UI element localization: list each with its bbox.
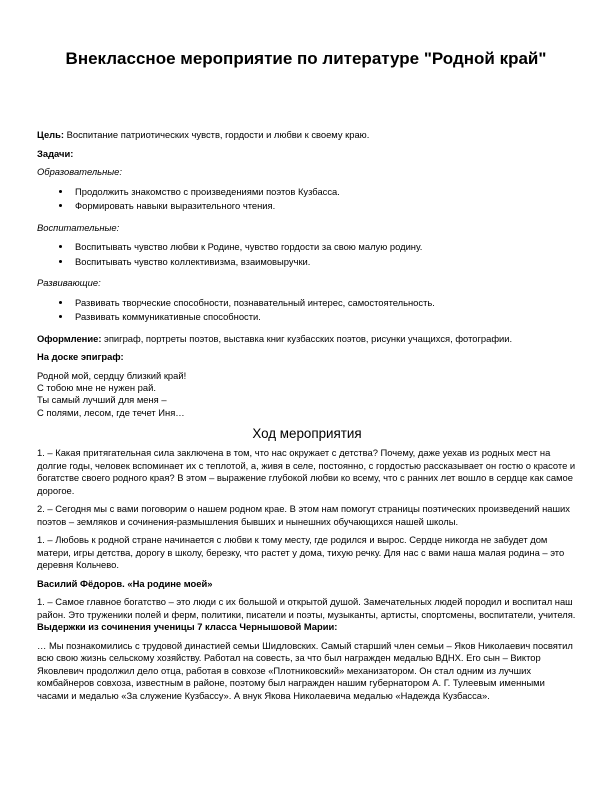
epigraph-line: С тобою мне не нужен рай. bbox=[37, 381, 156, 393]
list-item: • Воспитывать чувство любви к Родине, чувство гордости за свою малую родину. bbox=[72, 241, 577, 254]
poem-heading: Василий Фёдоров. «На родине моей» bbox=[37, 577, 213, 589]
goal-label: Цель: bbox=[37, 129, 65, 140]
section-heading-upbringing: Воспитательные: bbox=[37, 221, 120, 233]
list-item: • Развивать коммуникативные способности. bbox=[72, 311, 577, 324]
closing-paragraph: … Мы познакомились с трудовой династией семьи Шидловских. Самый старший член семьи – Яков Николаевич посвятил всю свою жизнь сельскому хозяйству. Работал на совесть, за что был награжден медалью ВДНХ. Его сын – Виктор Яковлевич продолжил дело отца, работая в совхозе «Плотниковский» механизатором. Он стал одним из лучших комбайнеров совхоза, известным в районе, поэтому был награжден нашим губернатором А. Г. Тулеевым именными часами и медалью «За служение Кузбассу». А внук Якова Николаевича медалью «Надежда Кузбасса». bbox=[37, 639, 573, 701]
section-heading-developing: Развивающие: bbox=[37, 277, 101, 288]
list-developing bbox=[37, 297, 577, 324]
document-title: Внеклассное мероприятие по литературе "Родной край" bbox=[65, 49, 547, 68]
list-educational bbox=[37, 186, 577, 213]
list-item: • Развивать творческие способности, познавательный интерес, самостоятельность. bbox=[72, 297, 577, 310]
wealth-paragraph bbox=[37, 596, 577, 634]
goal-text: Воспитание патриотических чувств, гордости и любви к своему краю. bbox=[64, 129, 370, 140]
list-upbringing bbox=[37, 241, 577, 268]
tasks-label: Задачи: bbox=[37, 147, 74, 159]
list-item: • Продолжить знакомство с произведениями поэтов Кузбасса. bbox=[72, 186, 577, 199]
list-item: • Формировать навыки выразительного чтения. bbox=[72, 200, 577, 213]
goal-paragraph bbox=[37, 129, 577, 142]
paragraph: 1. – Любовь к родной стране начинается с любви к тому месту, где родился и вырос. Сердце никогда не забудет дом матери, игры детства, дорогу в школу, березку, что растет у дома, тихую речку. Для нас с вами наша малая родина – это деревня Кольчево. bbox=[37, 534, 565, 571]
epigraph-label: На доске эпиграф: bbox=[37, 351, 124, 362]
decor-label: Оформление: bbox=[37, 332, 102, 344]
list-item: • Воспитывать чувство коллективизма, взаимовыручки. bbox=[72, 256, 577, 269]
paragraph: 1. – Какая притягательная сила заключена в том, что нас окружает с детства? Почему, даже уехав из родных мест на долгие годы, человек вспоминает их с теплотой, а, живя в селе, постоянно, с гордостью рассказывает он гостю о красоте и богатстве своего родного края? В этом – выражение глубокой любви ко всему, что с ранних лет вошло в сердце как самое дорогое. bbox=[37, 447, 576, 496]
document-body bbox=[37, 129, 577, 708]
epigraph-line: С полями, лесом, где течет Иня… bbox=[37, 406, 185, 418]
paragraph: 2. – Сегодня мы с вами поговорим о нашем родном крае. В этом нам помогут страницы поэтических произведений наших поэтов – земляков и сочинения-размышления бывших и нынешних обучающихся нашей школы. bbox=[37, 503, 570, 527]
section-heading-educational: Образовательные: bbox=[37, 166, 122, 177]
epigraph-line: Родной мой, сердцу близкий край! bbox=[37, 369, 187, 381]
essay-heading: Выдержки из сочинения ученицы 7 класса Чернышовой Марии: bbox=[37, 621, 338, 633]
course-heading: Ход мероприятия bbox=[252, 426, 362, 442]
wealth-text: 1. – Самое главное богатство – это люди с их большой и открытой душой. Замечательных людей породил и воспитал наш район. Это труженики полей и ферм, политики, писатели и поэты, музыканты, артисты, спортсмены, воспитатели, учителя. bbox=[37, 596, 576, 620]
epigraph-line: Ты самый лучший для меня – bbox=[37, 394, 167, 406]
decor-paragraph bbox=[37, 333, 577, 346]
decor-text: эпиграф, портреты поэтов, выставка книг кузбасских поэтов, рисунки учащихся, фотографии. bbox=[101, 332, 513, 344]
epigraph bbox=[37, 370, 577, 420]
